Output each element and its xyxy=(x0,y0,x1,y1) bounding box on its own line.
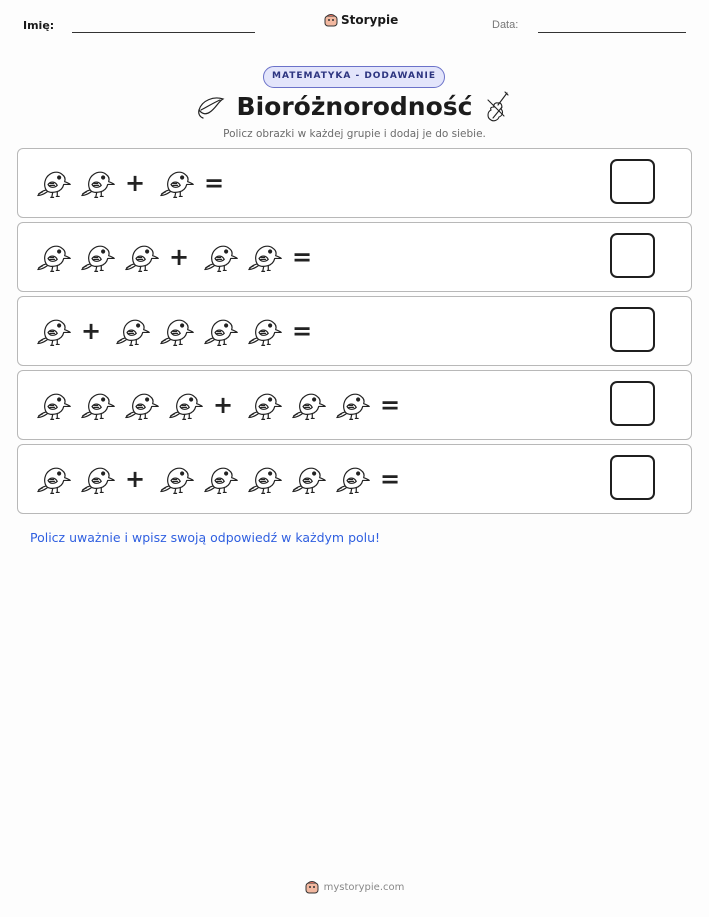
bird-icon xyxy=(124,387,161,424)
date-input-line[interactable] xyxy=(538,32,686,33)
plus-sign: + xyxy=(168,243,190,271)
answer-box[interactable] xyxy=(610,307,655,352)
equals-sign: = xyxy=(203,169,225,197)
problem-items xyxy=(36,149,225,217)
bird-icon xyxy=(115,313,152,350)
date-label: Data: xyxy=(492,19,519,31)
page-title: Bioróżnorodność xyxy=(236,92,473,121)
problem-row xyxy=(17,370,692,440)
problem-row xyxy=(17,148,692,218)
pie-icon xyxy=(324,13,338,27)
instructions: Policz obrazki w każdej grupie i dodaj je do siebie. xyxy=(223,128,486,140)
problem-row xyxy=(17,222,692,292)
pie-icon xyxy=(305,880,319,894)
answer-box[interactable] xyxy=(610,159,655,204)
problem-row xyxy=(17,296,692,366)
answer-box[interactable] xyxy=(610,455,655,500)
bird-icon xyxy=(36,461,73,498)
problem-items xyxy=(36,297,313,365)
footer-url[interactable]: mystorypie.com xyxy=(323,881,405,893)
equals-sign: = xyxy=(291,317,313,345)
bird-icon xyxy=(335,387,372,424)
footer xyxy=(0,880,709,894)
bird-icon xyxy=(203,461,240,498)
bird-icon xyxy=(291,387,328,424)
name-label: Imię: xyxy=(23,19,55,32)
plus-sign: + xyxy=(212,391,234,419)
bird-icon xyxy=(168,387,205,424)
bird-icon xyxy=(36,165,73,202)
problem-items xyxy=(36,445,401,513)
equals-sign: = xyxy=(379,391,401,419)
bird-icon xyxy=(80,239,117,276)
plus-sign: + xyxy=(124,169,146,197)
bird-icon xyxy=(203,313,240,350)
bird-icon xyxy=(36,239,73,276)
logo-text: Storypie xyxy=(341,13,399,27)
name-input-line[interactable] xyxy=(72,32,255,33)
storypie-logo xyxy=(324,13,398,27)
bird-icon xyxy=(335,461,372,498)
bird-icon xyxy=(159,313,196,350)
bird-icon xyxy=(247,387,284,424)
bird-icon xyxy=(247,461,284,498)
plus-sign: + xyxy=(124,465,146,493)
bird-icon xyxy=(124,239,161,276)
bird-icon xyxy=(36,387,73,424)
problem-row xyxy=(17,444,692,514)
equals-sign: = xyxy=(379,465,401,493)
problem-items xyxy=(36,223,313,291)
bird-icon xyxy=(80,165,117,202)
bird-icon xyxy=(159,165,196,202)
bird-icon xyxy=(291,461,328,498)
answer-box[interactable] xyxy=(610,233,655,278)
bird-icon xyxy=(159,461,196,498)
bird-icon xyxy=(247,313,284,350)
equals-sign: = xyxy=(291,243,313,271)
bird-icon xyxy=(203,239,240,276)
plus-sign: + xyxy=(80,317,102,345)
bird-icon xyxy=(247,239,284,276)
violin-icon xyxy=(482,90,510,124)
answer-box[interactable] xyxy=(610,381,655,426)
bird-icon xyxy=(80,461,117,498)
bird-icon xyxy=(80,387,117,424)
bird-icon xyxy=(36,313,73,350)
problem-items xyxy=(36,371,401,439)
subject-badge: MATEMATYKA - DODAWANIE xyxy=(263,66,445,88)
answer-note: Policz uważnie i wpisz swoją odpowiedź w każdym polu! xyxy=(30,530,381,545)
